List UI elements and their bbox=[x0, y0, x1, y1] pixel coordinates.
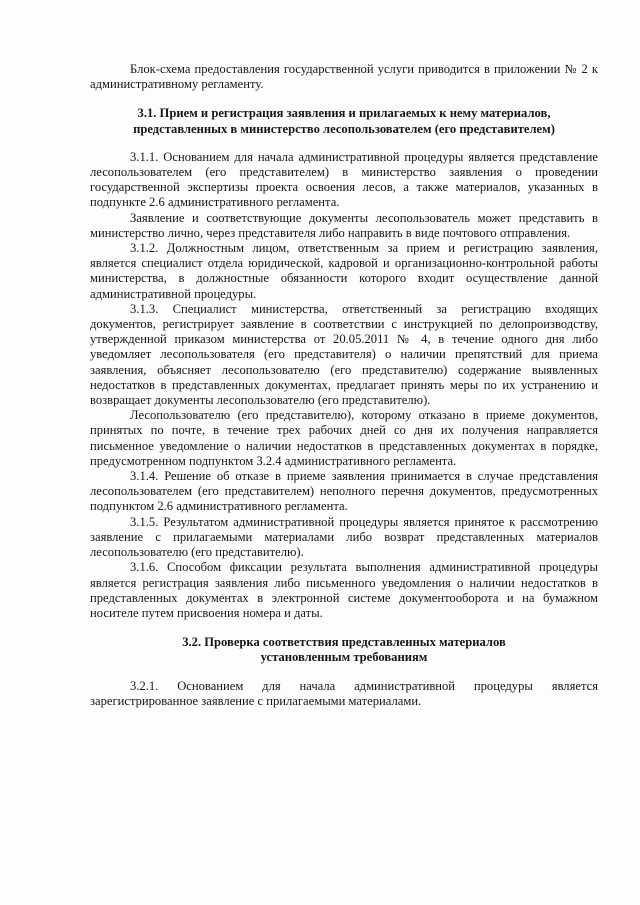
paragraph-3-1-2: 3.1.2. Должностным лицом, ответственным за прием и регистрацию заявления, является специалист отдела юридической, кадровой и организационно-контрольной работы министерства, в должностные обязанности которого входит осуществление данной административной процедуры. bbox=[90, 241, 598, 301]
paragraph-submission: Заявление и соответствующие документы лесопользователь может представить в министерство лично, через представителя либо направить в виде почтового отправления. bbox=[90, 210, 598, 240]
paragraph-3-2-1: 3.2.1. Основанием для начала административной процедуры является зарегистрированное заявление с прилагаемыми материалами. bbox=[90, 678, 598, 708]
document-page bbox=[90, 62, 598, 709]
paragraph-3-1-1: 3.1.1. Основанием для начала административной процедуры является представление лесопользователем (его представителем) в министерство заявления о проведении государственной экспертизы проекта освоения лесов, а также материалов, указанных в подпункте 2.6 административного регламента. bbox=[90, 149, 598, 210]
section-3-1-heading: 3.1. Прием и регистрация заявления и прилагаемых к нему материалов, представленных в министерство лесопользователем (его представителем) bbox=[133, 106, 555, 136]
paragraph-3-1-5: 3.1.5. Результатом административной процедуры является принятое к рассмотрению заявление с прилагаемыми материалами либо возврат представленных материалов лесопользователю (его представителю). bbox=[90, 514, 598, 560]
section-3-2-heading-line-1: 3.2. Проверка соответствия представленных материалов bbox=[182, 635, 506, 650]
paragraph-3-1-6: 3.1.6. Способом фиксации результата выполнения административной процедуры является регистрация заявления либо письменного уведомления о наличии недостатков в представленных документах в электронной системе документооборота и на бумажном носителе путем присвоения номера и даты. bbox=[90, 560, 598, 620]
intro-paragraph: Блок-схема предоставления государственной услуги приводится в приложении № 2 к административному регламенту. bbox=[90, 62, 598, 92]
paragraph-refusal-notice: Лесопользователю (его представителю), которому отказано в приеме документов, принятых по почте, в течение трех рабочих дней со дня их получения направляется письменное уведомление о наличии недостатков в представленных документах в порядке, предусмотренном подпунктом 3.2.4 административного регламента. bbox=[90, 408, 598, 468]
paragraph-3-1-3: 3.1.3. Специалист министерства, ответственный за регистрацию входящих документов, регистрирует заявление в соответствии с инструкцией по делопроизводству, утвержденной приказом министерства от 20.05.2011 № 4, в течение одного дня либо уведомляет лесопользователя (его представителя) о наличии препятствий для приема заявления, объясняет лесопользователю (его представителю) содержание выявленных недостатков в представленных документах, предлагает принять меры по их устранению и возвращает документы лесопользователю (его представителю). bbox=[90, 301, 598, 408]
section-3-2-heading-line-2: установленным требованиям bbox=[260, 650, 428, 665]
paragraph-3-1-4: 3.1.4. Решение об отказе в приеме заявления принимается в случае представления лесопользователем (его представителем) неполного перечня документов, предусмотренных подпунктом 2.6 административного регламента. bbox=[90, 469, 598, 514]
